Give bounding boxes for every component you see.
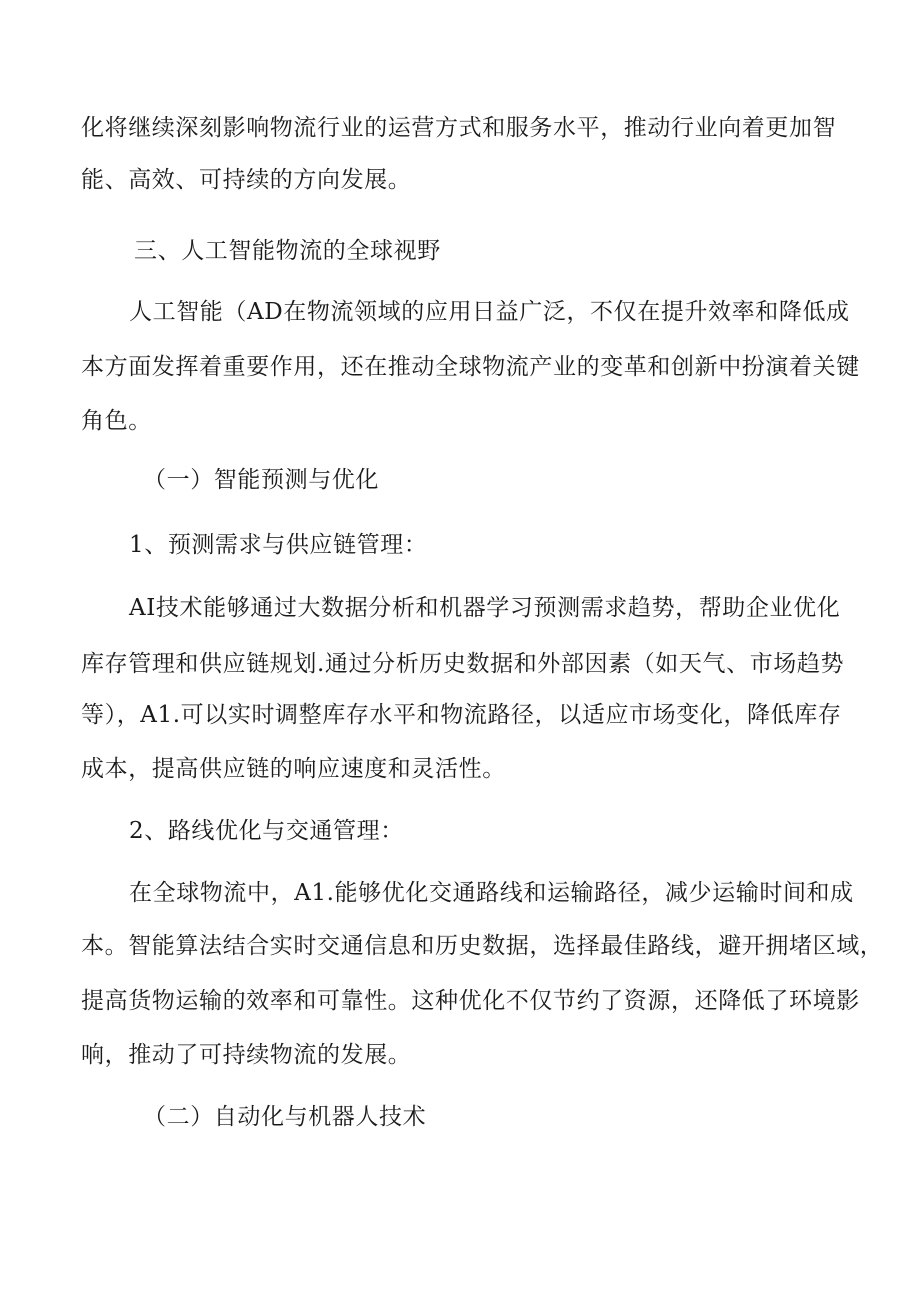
- paragraph-line: 本方面发挥着重要作用，还在推动全球物流产业的变革和创新中扮演着关键: [81, 354, 860, 380]
- paragraph-line: 在全球物流中，A1.能够优化交通路线和运输路径，减少运输时间和成: [129, 880, 854, 906]
- paragraph-line: 本。智能算法结合实时交通信息和历史数据，选择最佳路线，避开拥堵区域，: [81, 933, 884, 959]
- subheading: （二）自动化与机器人技术: [143, 1104, 427, 1130]
- subheading: （一）智能预测与优化: [143, 467, 379, 493]
- paragraph-line: AI技术能够通过大数据分析和机器学习预测需求趋势，帮助企业优化: [129, 595, 841, 621]
- paragraph-line: 提高货物运输的效率和可靠性。这种优化不仅节约了资源，还降低了环境影: [81, 988, 860, 1014]
- section-heading: 三、人工智能物流的全球视野: [134, 238, 441, 264]
- paragraph-line: 成本，提高供应链的响应速度和灵活性。: [81, 756, 506, 782]
- item-title: 2、路线优化与交通管理：: [129, 818, 404, 844]
- paragraph-line: 化将继续深刻影响物流行业的运营方式和服务水平，推动行业向着更加智: [81, 115, 837, 141]
- paragraph-line: 角色。: [81, 408, 152, 434]
- item-title: 1、预测需求与供应链管理：: [129, 532, 428, 558]
- paragraph-line: 响，推动了可持续物流的发展。: [81, 1042, 412, 1068]
- paragraph-line: 等），A1.可以实时调整库存水平和物流路径，以适应市场变化，降低库存: [81, 702, 842, 728]
- paragraph-line: 人工智能（AD在物流领域的应用日益广泛，不仅在提升效率和降低成: [129, 299, 850, 325]
- paragraph-line: 能、高效、可持续的方向发展。: [81, 167, 412, 193]
- paragraph-line: 库存管理和供应链规划.通过分析历史数据和外部因素（如天气、市场趋势: [81, 651, 845, 677]
